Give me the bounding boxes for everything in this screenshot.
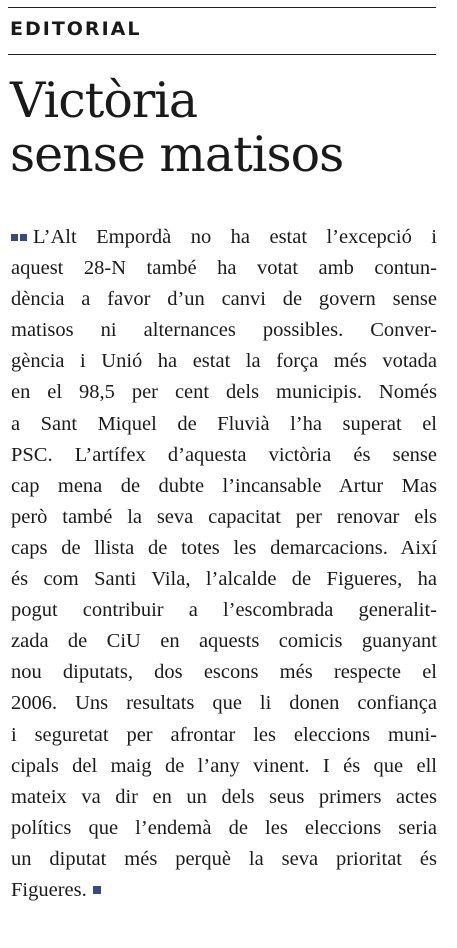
article-line: zada de CiU en aquests comicis guanyant <box>11 630 437 653</box>
article-line: dència a favor d’un canvi de govern sense <box>11 288 437 311</box>
article-line: L’Alt Empordà no ha estat l’excepció i <box>11 222 437 253</box>
section-rule <box>8 54 436 55</box>
headline-line-2: sense matisos <box>10 126 344 183</box>
article-line: 2006. Uns resultats que li donen confiança <box>11 692 437 715</box>
article-line: és com Santi Vila, l’alcalde de Figueres, ha <box>11 568 437 591</box>
article-line: cap mena de dubte l’incansable Artur Mas <box>11 474 437 497</box>
article-line: cipals del maig de l’any vinent. I és que ell <box>11 754 437 777</box>
article-line: nou diputats, dos escons més respecte el <box>11 661 437 684</box>
article-line: i seguretat per afrontar les eleccions muni- <box>11 723 437 746</box>
article-line: però també la seva capacitat per renovar els <box>11 505 437 528</box>
article-line: polítics que l’endemà de les eleccions seria <box>11 816 437 839</box>
article-line: mateix va dir en un dels seus primers actes <box>11 785 437 808</box>
headline-line-1: Victòria <box>10 72 198 129</box>
section-label: EDITORIAL <box>10 18 142 40</box>
end-mark-icon <box>93 886 101 894</box>
article-line: en el 98,5 per cent dels municipis. Només <box>11 381 437 404</box>
article-body <box>11 222 437 906</box>
article-line: PSC. L’artífex d’aquesta victòria és sense <box>11 443 437 466</box>
article-line: a Sant Miquel de Fluvià l’ha superat el <box>11 412 437 435</box>
headline <box>10 74 343 182</box>
article-line: pogut contribuir a l’escombrada generalit- <box>11 599 437 622</box>
article-line: un diputat més perquè la seva prioritat és <box>11 847 437 870</box>
article-line: caps de llista de totes les demarcacions. Així <box>11 536 437 559</box>
article-line: matisos ni alternances possibles. Conver- <box>11 319 437 342</box>
article-line: Figueres. <box>11 875 437 906</box>
article-line: gència i Unió ha estat la força més votada <box>11 350 437 373</box>
top-rule <box>8 7 436 8</box>
article-line: aquest 28-N també ha votat amb contun- <box>11 257 437 280</box>
lead-bullet-icon <box>11 222 27 253</box>
